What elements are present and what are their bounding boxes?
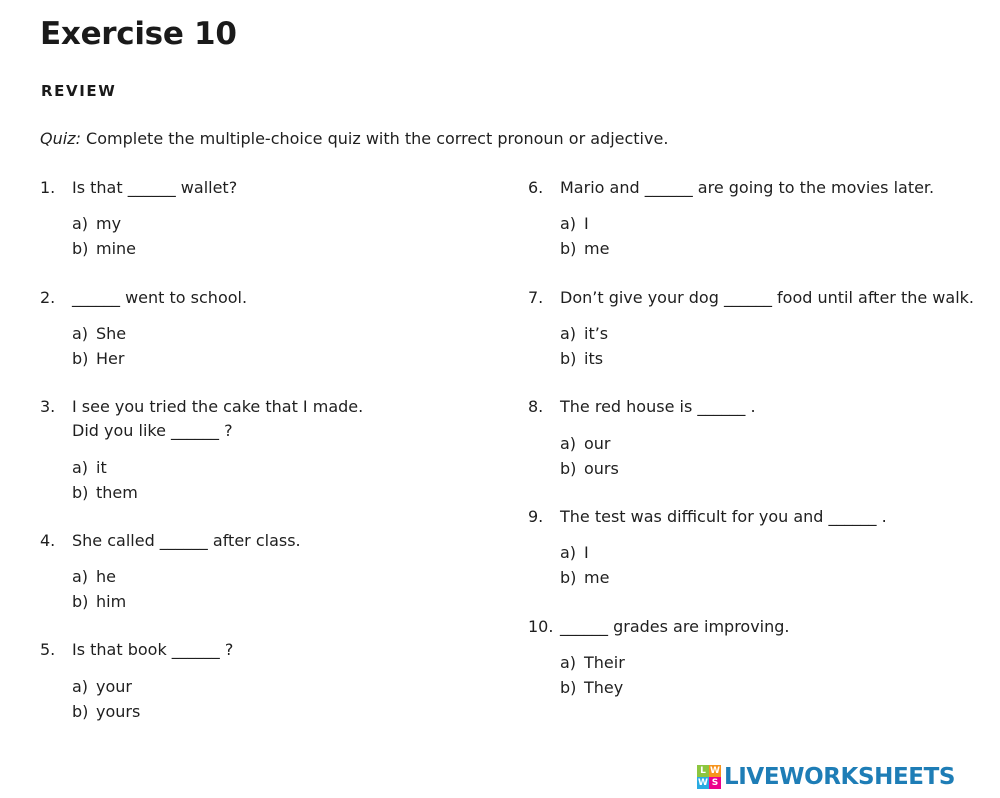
answer-option-a[interactable] [560,651,625,676]
answer-option-a[interactable] [72,322,126,347]
option-letter: a) [560,434,577,453]
question-text: Don’t give your dog ______ food until after the walk. [560,288,974,307]
option-text: yours [96,701,141,721]
option-text: me [584,567,610,587]
question-number: 7. [528,288,544,307]
question-number: 1. [40,178,56,197]
question-text: Mario and ______ are going to the movies later. [560,178,935,197]
page-title: Exercise 10 [40,16,237,52]
answer-option-a[interactable] [560,322,608,347]
question-text: The test was difficult for you and ______ . [560,507,887,526]
option-text: Her [96,348,125,368]
question-text: Did you like ______ ? [72,421,233,440]
option-letter: a) [72,677,89,696]
option-text: She [96,324,127,343]
question-number: 4. [40,531,56,550]
option-letter: b) [560,458,577,478]
question-number: 3. [40,397,56,416]
option-text: me [584,238,610,258]
logo-mark-cell: W [710,765,720,776]
option-text: them [96,482,138,502]
answer-options [560,432,619,481]
question-number: 9. [528,507,544,526]
answer-option-a[interactable] [72,675,140,700]
answer-options [560,322,608,371]
answer-options [560,651,625,700]
instructions [40,129,668,148]
option-text: mine [96,238,137,258]
option-letter: a) [72,324,89,343]
option-text: I [584,214,589,233]
question-stem [560,395,756,419]
logo-mark-cell: W [698,777,708,788]
option-letter: a) [560,214,577,233]
answer-option-b[interactable] [560,347,608,372]
option-text: its [584,348,604,368]
section-heading: REVIEW [41,82,117,100]
answer-option-b[interactable] [72,481,138,506]
answer-options [72,456,138,505]
option-letter: b) [72,482,89,502]
answer-option-a[interactable] [560,541,609,566]
question-text: ______ grades are improving. [560,617,790,636]
question-text: I see you tried the cake that I made. [72,397,364,416]
answer-option-a[interactable] [72,212,136,237]
question-number: 5. [40,640,56,659]
question-number: 6. [528,178,544,197]
question-stem [560,505,887,529]
answer-options [72,565,126,614]
question-number: 10. [528,617,554,636]
answer-options [72,322,126,371]
answer-option-a[interactable] [72,456,138,481]
option-letter: a) [72,214,89,233]
option-text: Their [584,653,625,672]
option-letter: b) [72,591,89,611]
answer-option-b[interactable] [560,566,609,591]
answer-option-b[interactable] [560,676,625,701]
question-stem [72,176,237,200]
answer-option-b[interactable] [72,590,126,615]
option-text: it [96,458,107,477]
logo-mark-cell: L [697,765,709,777]
logo-mark-cell: S [709,777,721,789]
option-text: it’s [584,324,609,343]
answer-option-b[interactable] [72,237,136,262]
option-text: him [96,591,127,611]
option-letter: b) [72,238,89,258]
liveworksheets-logo [697,762,955,792]
answer-option-b[interactable] [72,347,126,372]
option-letter: b) [560,677,577,697]
answer-options [560,212,609,261]
option-letter: b) [560,348,577,368]
option-letter: a) [560,543,577,562]
question-text: Is that book ______ ? [72,640,234,659]
option-text: your [96,677,132,696]
question-text: The red house is ______ . [560,397,756,416]
answer-options [72,212,136,261]
option-letter: b) [72,348,89,368]
option-text: I [584,543,589,562]
option-letter: a) [72,458,89,477]
option-text: he [96,567,116,586]
option-text: my [96,214,122,233]
question-stem [72,395,363,443]
answer-options [560,541,609,590]
option-letter: b) [560,567,577,587]
instructions-text: Complete the multiple-choice quiz with the correct pronoun or adjective. [80,129,669,148]
question-stem [560,615,790,639]
option-text: They [584,677,624,697]
question-stem [560,286,974,310]
instructions-lead: Quiz: [40,129,81,148]
question-text: Is that ______ wallet? [72,178,238,197]
question-stem [72,286,247,310]
question-stem [72,529,301,553]
option-letter: b) [560,238,577,258]
question-stem [560,176,934,200]
option-letter: a) [560,653,577,672]
option-text: ours [584,458,619,478]
answer-option-a[interactable] [560,212,609,237]
option-letter: a) [560,324,577,343]
question-number: 8. [528,397,544,416]
question-text: ______ went to school. [72,288,248,307]
question-stem [72,638,233,662]
answer-option-b[interactable] [72,700,140,725]
question-number: 2. [40,288,56,307]
answer-option-b[interactable] [560,237,609,262]
question-text: She called ______ after class. [72,531,301,550]
liveworksheets-logo-icon [697,765,721,789]
logo-text: LIVEWORKSHEETS [724,764,956,790]
answer-option-b[interactable] [560,457,619,482]
answer-option-a[interactable] [72,565,126,590]
option-letter: a) [72,567,89,586]
answer-options [72,675,140,724]
answer-option-a[interactable] [560,432,619,457]
option-letter: b) [72,701,89,721]
option-text: our [584,434,611,453]
